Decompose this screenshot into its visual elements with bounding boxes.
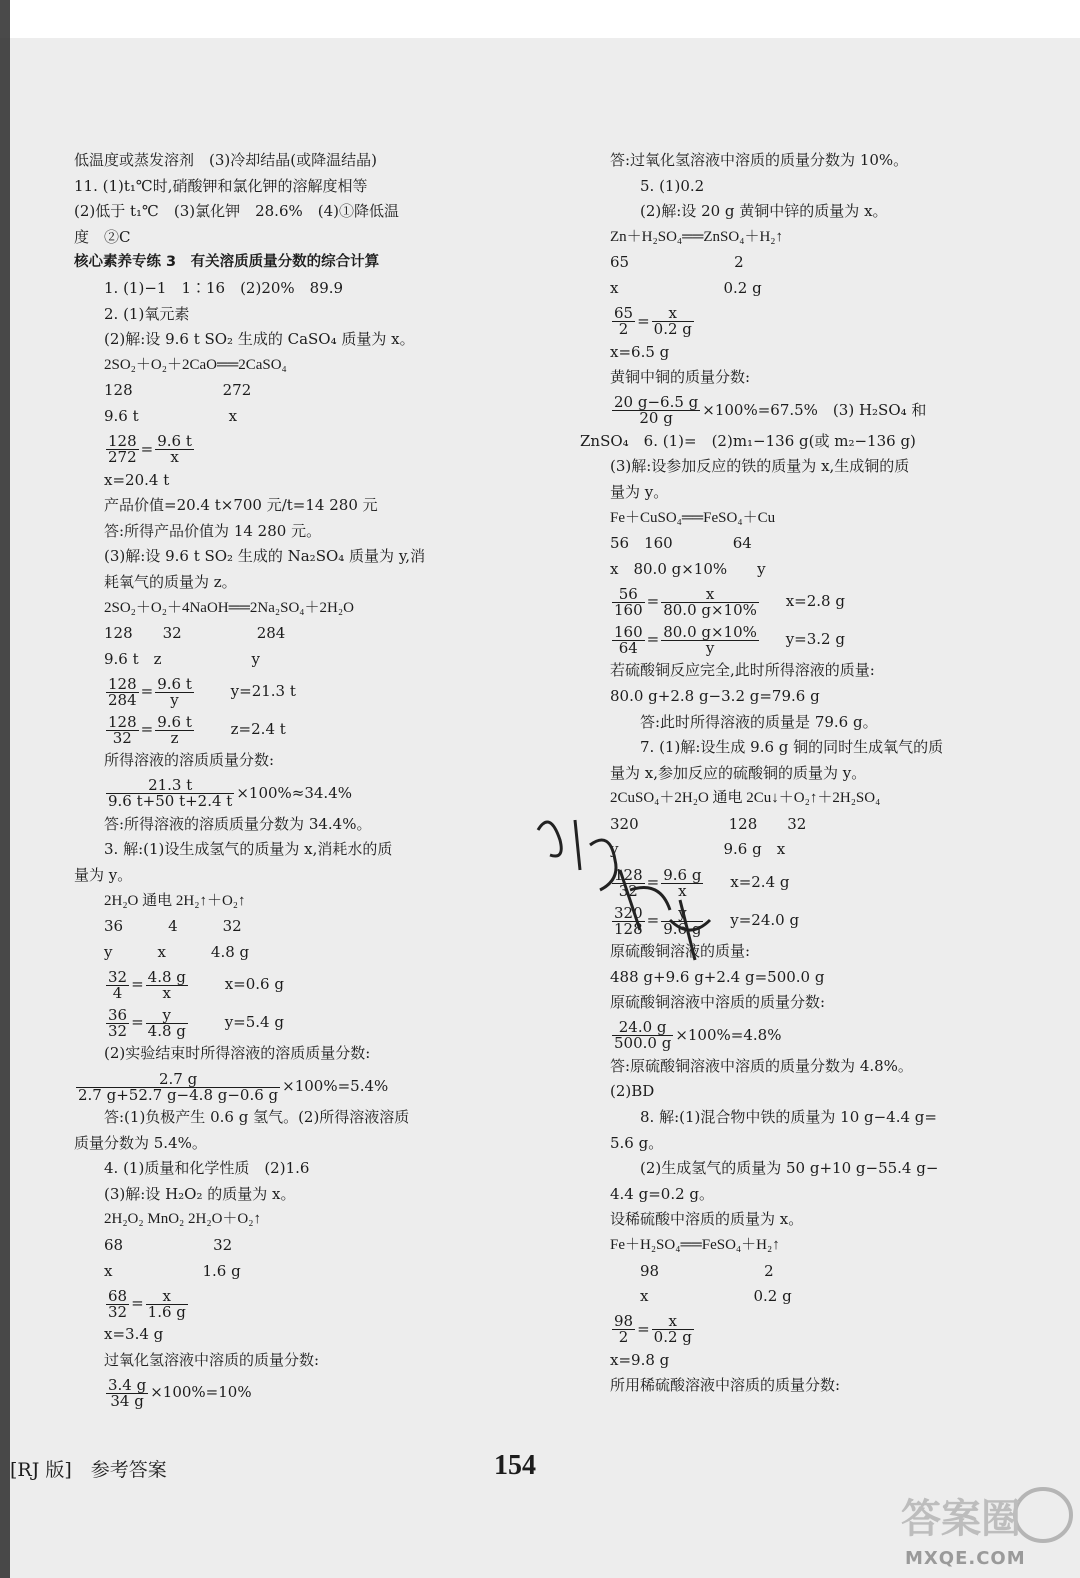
fraction-line: $\frac{68}{32}$ = $\frac{x}{1.6 g}$	[108, 1286, 186, 1321]
text-line: 过氧化氢溶液中溶质的质量分数:	[104, 1350, 320, 1369]
chemical-equation: 2H₂O₂ MnO₂ 2H₂O＋O₂↑	[104, 1211, 261, 1228]
text-line: 所得溶液的溶质质量分数:	[104, 751, 275, 770]
chemical-equation: Fe＋H₂SO₄══FeSO₄＋H₂↑	[610, 1237, 780, 1253]
chemical-equation: 2SO₂＋O₂＋4NaOH══2Na₂SO₄＋2H₂O	[104, 599, 354, 616]
text-line: 答:所得产品价值为 14 280 元。	[104, 521, 322, 540]
watermark-chinese: 答案圈	[901, 1496, 1021, 1542]
text-line: x 0.2 g	[640, 1287, 792, 1306]
text-line: 8. 解:(1)混合物中铁的质量为 10 g−4.4 g=	[640, 1108, 937, 1127]
text-line: 答:此时所得溶液的质量是 79.6 g。	[640, 712, 878, 731]
text-line: 量为 y。	[74, 866, 133, 885]
footer-edition: [RJ 版] 参考答案	[10, 1459, 167, 1481]
text-line: x 0.2 g	[610, 278, 762, 297]
text-line: ZnSO₄ 6. (1)= (2)m₁−136 g(或 m₂−136 g)	[580, 431, 916, 450]
text-line: 2. (1)氧元素	[104, 304, 190, 323]
text-line: 3. 解:(1)设生成氢气的质量为 x,消耗水的质	[104, 840, 393, 859]
text-line: x 80.0 g×10% y	[610, 559, 766, 578]
right-column	[580, 148, 990, 1399]
scan-top-margin	[0, 0, 1080, 38]
fraction-line: $\frac{320}{128}$ = $\frac{y}{9.6 g}$ y=24.0 g	[614, 903, 800, 938]
text-line: 128 32 284	[104, 624, 286, 643]
text-line: 答:所得溶液的溶质质量分数为 34.4%。	[104, 814, 372, 833]
text-line: 答:过氧化氢溶液中溶质的质量分数为 10%。	[610, 151, 909, 169]
fraction-line: $\frac{24.0 g}{500.0 g}$ ×100%=4.8%	[614, 1018, 782, 1053]
text-line: 4. (1)质量和化学性质 (2)1.6	[104, 1159, 310, 1178]
text-line: y x 4.8 g	[104, 942, 250, 961]
text-line: (2)低于 t₁℃ (3)氯化钾 28.6% (4)①降低温	[74, 202, 399, 221]
text-line: (2)生成氢气的质量为 50 g+10 g−55.4 g−	[640, 1159, 939, 1178]
handwriting-scribble	[520, 800, 740, 970]
section-heading: 核心素养专练 3 有关溶质质量分数的综合计算	[74, 254, 380, 271]
watermark-url: MXQE.COM	[905, 1548, 1026, 1569]
text-line: 产品价值=20.4 t×700 元/t=14 280 元	[104, 496, 378, 515]
text-line: 320 128 32	[610, 814, 807, 833]
text-line: (3)解:设参加反应的铁的质量为 x,生成铜的质	[610, 457, 910, 476]
text-line: 128 272	[104, 381, 252, 400]
text-line: 5. (1)0.2	[640, 176, 705, 195]
chemical-equation: Fe＋CuSO₄══FeSO₄＋Cu	[610, 509, 776, 526]
text-line: 答:原硫酸铜溶液中溶质的质量分数为 4.8%。	[610, 1056, 913, 1075]
text-line: 36 4 32	[104, 917, 242, 936]
left-column	[74, 148, 474, 1411]
text-line: 设稀硫酸中溶质的质量为 x。	[610, 1210, 804, 1229]
text-line: (2)BD	[610, 1082, 655, 1101]
text-line: (3)解:设 H₂O₂ 的质量为 x。	[104, 1184, 296, 1203]
text-line: 9.6 t x	[104, 406, 238, 425]
text-line: 量为 y。	[610, 482, 669, 501]
text-line: 所用稀硫酸溶液中溶质的质量分数:	[610, 1376, 841, 1395]
binding-edge	[0, 0, 10, 1578]
text-line: 量为 x,参加反应的硫酸铜的质量为 y。	[610, 763, 867, 782]
fraction-line: $\frac{128}{32}$ = $\frac{9.6 g}{x}$ x=2.4 g	[614, 865, 790, 900]
text-line: 98 2	[640, 1261, 774, 1280]
fraction-line: $\frac{2.7 g}{2.7 g+52.7 g-4.8 g-0.6 g}$ ×100%=5.4%	[78, 1069, 389, 1104]
text-line: 68 32	[104, 1236, 233, 1254]
text-line: 答:(1)负极产生 0.6 g 氢气。(2)所得溶液溶质	[104, 1108, 410, 1127]
fraction-line: $\frac{65}{2}$ = $\frac{x}{0.2 g}$	[614, 304, 692, 339]
chemical-equation: 2SO₂＋O₂＋2CaO══2CaSO₄	[104, 356, 287, 373]
fraction-line: $\frac{98}{2}$ = $\frac{x}{0.2 g}$	[614, 1312, 692, 1347]
text-line: x=3.4 g	[104, 1325, 164, 1344]
text-line: 4.4 g=0.2 g。	[610, 1184, 715, 1203]
text-line: x=6.5 g	[610, 342, 670, 361]
text-line: x=9.8 g	[610, 1350, 670, 1369]
chemical-equation: 2CuSO₄＋2H₂O 通电 2Cu↓＋O₂↑＋2H₂SO₄	[610, 790, 881, 807]
fraction-line: $\frac{56}{160}$ = $\frac{x}{80.0 g\times 10\%}$ x=2.8 g	[614, 584, 845, 619]
text-line: (2)解:设 20 g 黄铜中锌的质量为 x。	[640, 202, 888, 221]
text-line: 488 g+9.6 g+2.4 g=500.0 g	[610, 967, 825, 986]
page-number: 154	[494, 1450, 536, 1481]
text-line: 原硫酸铜溶液的质量:	[610, 942, 751, 961]
text-line: 65 2	[610, 253, 744, 272]
text-line: 56 160 64	[610, 534, 752, 553]
text-line: (2)解:设 9.6 t SO₂ 生成的 CaSO₄ 质量为 x。	[104, 330, 415, 349]
text-line: 80.0 g+2.8 g−3.2 g=79.6 g	[610, 686, 820, 705]
fraction-line: $\frac{21.3 t}{9.6 t+50 t+2.4 t}$ ×100%≈34.4%	[108, 776, 352, 811]
chemical-equation: Zn＋H₂SO₄══ZnSO₄＋H₂↑	[610, 228, 784, 245]
text-line: x 1.6 g	[104, 1261, 241, 1280]
text-line: y 9.6 g x	[610, 840, 786, 859]
text-line: 9.6 t z y	[104, 649, 261, 668]
fraction-line: $\frac{160}{64}$ = $\frac{80.0 g\times 10\%}{y}$ y=3.2 g	[614, 622, 845, 657]
text-line: 质量分数为 5.4%。	[74, 1133, 207, 1152]
text-line: 低温度或蒸发溶剂 (3)冷却结晶(或降温结晶)	[74, 151, 377, 169]
text-line: 11. (1)t₁℃时,硝酸钾和氯化钾的溶解度相等	[74, 176, 368, 195]
fraction-line: $\frac{20 g-6.5 g}{20 g}$ ×100%=67.5% (3) H₂SO₄ 和	[614, 393, 927, 428]
text-line: 5.6 g。	[610, 1133, 664, 1152]
fraction-line: $\frac{128}{284}$ = $\frac{9.6 t}{y}$ y=21.3 t	[108, 674, 296, 709]
text-line: 原硫酸铜溶液中溶质的质量分数:	[610, 993, 826, 1012]
text-line: 若硫酸铜反应完全,此时所得溶液的质量:	[610, 661, 875, 680]
chemical-equation: 2H₂O 通电 2H₂↑＋O₂↑	[104, 892, 246, 909]
fraction-line: $\frac{128}{32}$ = $\frac{9.6 t}{z}$ z=2.4 t	[108, 712, 286, 747]
text-line: 黄铜中铜的质量分数:	[610, 368, 751, 387]
fraction-line: $\frac{3.4 g}{34 g}$ ×100%=10%	[108, 1375, 252, 1410]
text-line: 度 ②C	[74, 227, 131, 246]
text-line: x=20.4 t	[104, 470, 170, 489]
text-line: (2)实验结束时所得溶液的溶质质量分数:	[104, 1044, 371, 1063]
text-line: 耗氧气的质量为 z。	[104, 572, 237, 591]
text-line: 1. (1)−1 1∶16 (2)20% 89.9	[104, 278, 344, 297]
text-line: (3)解:设 9.6 t SO₂ 生成的 Na₂SO₄ 质量为 y,消	[104, 547, 426, 566]
fraction-line: $\frac{36}{32}$ = $\frac{y}{4.8 g}$ y=5.4 g	[108, 1005, 284, 1040]
fraction-line: $\frac{32}{4}$ = $\frac{4.8 g}{x}$ x=0.6 g	[108, 967, 284, 1002]
text-line: 7. (1)解:设生成 9.6 g 铜的同时生成氧气的质	[640, 738, 944, 757]
fraction-line: $\frac{128}{272}$ = $\frac{9.6 t}{x}$	[108, 432, 192, 467]
